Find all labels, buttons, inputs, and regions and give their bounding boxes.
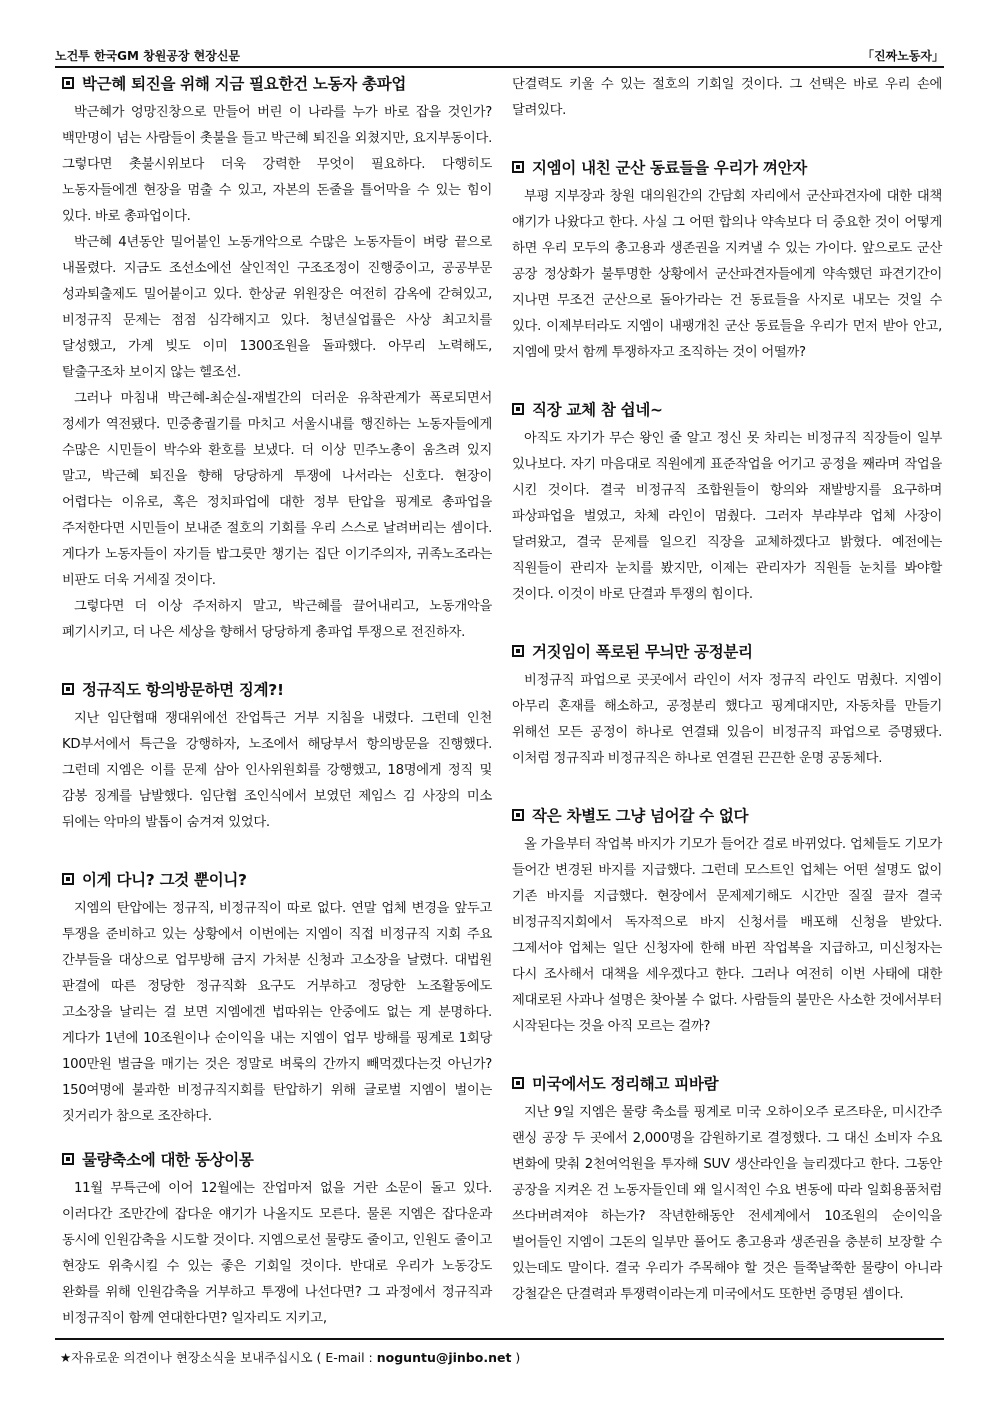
footer-text: ★자유로운 의견이나 현장소식을 보내주십시오 ( E-mail : [60,1350,377,1365]
newsletter-title: 「진짜노동자」 [862,49,944,63]
article-is-that-all [62,868,492,1130]
article-paragraph: 지난 임단협때 쟁대위에선 잔업특근 거부 지침을 내렸다. 그런데 인천 KD부서에서 특근을 강행하자, 노조에서 해당부서 항의방문을 진행했다. 그런데 지엠은 이를 문제 삼아 인사위원회를 강행했고, 18명에게 정직 및 감봉 징계를 남발했다. 임단협 조인식에서 보였던 제임스 김 사장의 미소 뒤에는 악마의 발톱이 숨겨져 있었다. [62,711,492,830]
square-bullet-icon [512,645,524,657]
article-volume-cut [62,1148,492,1332]
article-paragraph: 부평 지부장과 창원 대의원간의 간담회 자리에서 군산파견자에 대한 대책 얘기가 나왔다고 한다. 사실 그 어떤 합의나 약속보다 더 중요한 것이 어떻게 하면 우리 모두의 총고용과 생존권을 지켜낼 수 있는 가이다. 앞으로도 군산 공장 정상화가 불투명한 상황에서 군산파견자들에게 약속했던 파견기간이 지나면 무조건 군산으로 돌아가라는 건 동료들을 사지로 내모는 것일 수 있다. 이제부터라도 지엠이 내팽개친 군산 동료들을 우리가 먼저 받아 안고, 지엠에 맞서 함께 투쟁하자고 조직하는 것이 어떨까? [512,189,942,360]
article-continuation [512,72,942,124]
square-bullet-icon [512,403,524,415]
square-bullet-icon [512,161,524,173]
newsletter-name: 노건투 한국GM 창원공장 현장신문 [55,49,241,63]
article-title: 물량축소에 대한 동상이몽 [62,1148,492,1170]
header-divider [55,66,944,68]
article-title: 직장 교체 참 쉽네~ [512,398,942,420]
footer-close: ) [511,1350,521,1365]
article-paragraph: 그렇다면 더 이상 주저하지 말고, 박근혜를 끌어내리고, 노동개악을 폐기시키고, 더 나은 세상을 향해서 당당하게 총파업 투쟁으로 전진하자. [62,599,492,640]
article-paragraph: 박근혜가 엉망진창으로 만들어 버린 이 나라를 누가 바로 잡을 것인가? 백만명이 넘는 사람들이 촛불을 들고 박근혜 퇴진을 외쳤지만, 요지부동이다. 그렇다면 촛불시위보다 더욱 강력한 무엇이 필요하다. 다행히도 노동자들에겐 현장을 멈출 수 있고, 자본의 돈줄을 틀어막을 수 있는 힘이 있다. 바로 총파업이다. [62,105,492,224]
article-paragraph: 지엠의 탄압에는 정규직, 비정규직이 따로 없다. 연말 업체 변경을 앞두고 투쟁을 준비하고 있는 상황에서 이번에는 지엠이 직접 비정규직 지회 주요 간부들을 대상으로 업무방해 금지 가처분 신청과 고소장을 날렸다. 대법원 판결에 따른 정당한 정규직화 요구도 거부하고 정당한 노조활동에도 고소장을 날리는 걸 보면 지엠에겐 법따위는 안중에도 없는 게 분명하다. 게다가 1년에 10조원이나 순이익을 내는 지엠이 업무 방해를 핑계로 1회당 100만원 벌금을 매기는 것은 정말로 벼룩의 간까지 빼먹겠다는것 아닌가? 150여명에 불과한 비정규직지회를 탄압하기 위해 글로벌 지엠이 벌이는 짓거리가 참으로 조잔하다. [62,901,492,1124]
article-title: 박근혜 퇴진을 위해 지금 필요한건 노동자 총파업 [62,72,492,94]
left-column [62,72,492,1332]
square-bullet-icon [62,873,74,885]
article-paragraph: 박근혜 4년동안 밀어붙인 노동개악으로 수많은 노동자들이 벼랑 끝으로 내몰렸다. 지금도 조선소에선 살인적인 구조조정이 진행중이고, 공공부문 성과퇴출제도 밀어붙이고 있다. 한상균 위원장은 여전히 감옥에 갇혀있고, 비정규직 문제는 점점 심각해지고 있다. 청년실업률은 사상 최고치를 달성했고, 가계 빚도 이미 1300조원을 돌파했다. 아무리 노력해도, 탈출구조차 보이지 않는 헬조선. [62,235,492,380]
article-gunsan-colleagues [512,156,942,366]
article-title: 미국에서도 정리해고 피바람 [512,1072,942,1094]
article-disciplinary-action [62,678,492,836]
square-bullet-icon [62,1153,74,1165]
article-small-discrimination [512,804,942,1040]
right-column [512,72,942,1308]
article-paragraph: 11월 무특근에 이어 12월에는 잔업마저 없을 거란 소문이 돌고 있다. 이러다간 조만간에 잡다운 얘기가 나올지도 모른다. 물론 지엠은 잡다운과 동시에 인원감축을 시도할 것이다. 지엠으로선 물량도 줄이고, 인원도 줄이고 현장도 위축시킬 수 있는 좋은 기회일 것이다. 반대로 우리가 노동강도 완화를 위해 인원감축을 거부하고 투쟁에 나선다면? 그 과정에서 정규직과 비정규직이 함께 연대한다면? 일자리도 지키고, [62,1181,492,1326]
article-title: 지엠이 내친 군산 동료들을 우리가 껴안자 [512,156,942,178]
article-paragraph: 아직도 자기가 무슨 왕인 줄 알고 정신 못 차리는 비정규직 직장들이 일부 있나보다. 자기 마음대로 직원에게 표준작업을 어기고 공정을 째라며 작업을 시킨 것이다. 결국 비정규직 조합원들이 항의와 재발방지를 요구하며 파상파업을 벌였고, 차체 라인이 멈췄다. 그러자 부랴부랴 업체 사장이 달려왔고, 결국 문제를 일으킨 직장을 교체하겠다고 밝혔다. 예전에는 직원들이 관리자 눈치를 봤지만, 이제는 관리자가 직원들 눈치를 봐야할 것이다. 이것이 바로 단결과 투쟁의 힘이다. [512,431,942,602]
square-bullet-icon [512,809,524,821]
article-process-separation [512,640,942,772]
article-paragraph: 비정규직 파업으로 곳곳에서 라인이 서자 정규직 라인도 멈췄다. 지엠이 아무리 혼재를 해소하고, 공정분리 했다고 핑계대지만, 자동차를 만들기 위해선 모든 공정이 하나로 연결돼 있음이 비정규직 파업으로 증명됐다. 이처럼 정규직과 비정규직은 하나로 연결된 끈끈한 운명 공동체다. [512,673,942,766]
page-header [55,44,944,64]
article-title: 이게 다니? 그것 뿐이니? [62,868,492,890]
footer-divider [55,1338,944,1340]
contact-email-link[interactable]: noguntu@jinbo.net [376,1350,512,1365]
article-us-layoffs [512,1072,942,1308]
article-title: 작은 차별도 그냥 넘어갈 수 없다 [512,804,942,826]
square-bullet-icon [62,77,74,89]
article-paragraph: 올 가을부터 작업복 바지가 기모가 들어간 걸로 바뀌었다. 업체들도 기모가 들어간 변경된 바지를 지급했다. 그런데 모스트인 업체는 어떤 설명도 없이 기존 바지를 지급했다. 현장에서 문제제기해도 시간만 질질 끌자 결국 비정규직지회에서 독자적으로 바지 신청서를 배포해 신청을 받았다. 그제서야 업체는 일단 신청자에 한해 바뀐 작업복을 지급하고, 미신청자는 다시 조사해서 대책을 세우겠다고 한다. 그러나 여전히 이번 사태에 대한 제대로된 사과나 설명은 찾아볼 수 없다. 사람들의 불만은 사소한 것에서부터 시작된다는 것을 아직 모르는 걸까? [512,837,942,1034]
article-title: 정규직도 항의방문하면 징계?! [62,678,492,700]
article-supervisor-replaced [512,398,942,608]
square-bullet-icon [512,1077,524,1089]
article-title: 거짓임이 폭로된 무늬만 공정분리 [512,640,942,662]
footer [60,1348,520,1366]
article-paragraph: 단결력도 키울 수 있는 절호의 기회일 것이다. 그 선택은 바로 우리 손에 달려있다. [512,77,942,118]
article-general-strike [62,72,492,646]
article-paragraph: 지난 9일 지엠은 물량 축소를 핑계로 미국 오하이오주 로즈타운, 미시간주 랜싱 공장 두 곳에서 2,000명을 감원하기로 결정했다. 그 대신 소비자 수요 변화에 맞춰 2천여억원을 투자해 SUV 생산라인을 늘리겠다고 한다. 그동안 공장을 지켜온 건 노동자들인데 왜 일시적인 수요 변동에 따라 일회용품처럼 쓰다버려져야 하는가? 작년한해동안 전세계에서 10조원의 순이익을 벌어들인 지엠이 그돈의 일부만 풀어도 총고용과 생존권을 충분히 보장할 수 있는데도 말이다. 결국 우리가 주목해야 할 것은 들쭉날쭉한 물량이 아니라 강철같은 단결력과 투쟁력이라는게 미국에서도 또한번 증명된 셈이다. [512,1105,942,1302]
square-bullet-icon [62,683,74,695]
article-paragraph: 그러나 마침내 박근혜-최순실-재벌간의 더러운 유착관계가 폭로되면서 정세가 역전됐다. 민중총궐기를 마치고 서울시내를 행진하는 노동자들에게 수많은 시민들이 박수와 환호를 보냈다. 더 이상 민주노총이 움츠려 있지 말고, 박근혜 퇴진을 향해 당당하게 투쟁에 나서라는 신호다. 현장이 어렵다는 이유로, 혹은 정치파업에 대한 정부 탄압을 핑계로 총파업을 주저한다면 시민들이 보내준 절호의 기회를 우리 스스로 날려버리는 셈이다. 게다가 노동자들이 자기들 밥그릇만 챙기는 집단 이기주의자, 귀족노조라는 비판도 더욱 거세질 것이다. [62,391,492,588]
